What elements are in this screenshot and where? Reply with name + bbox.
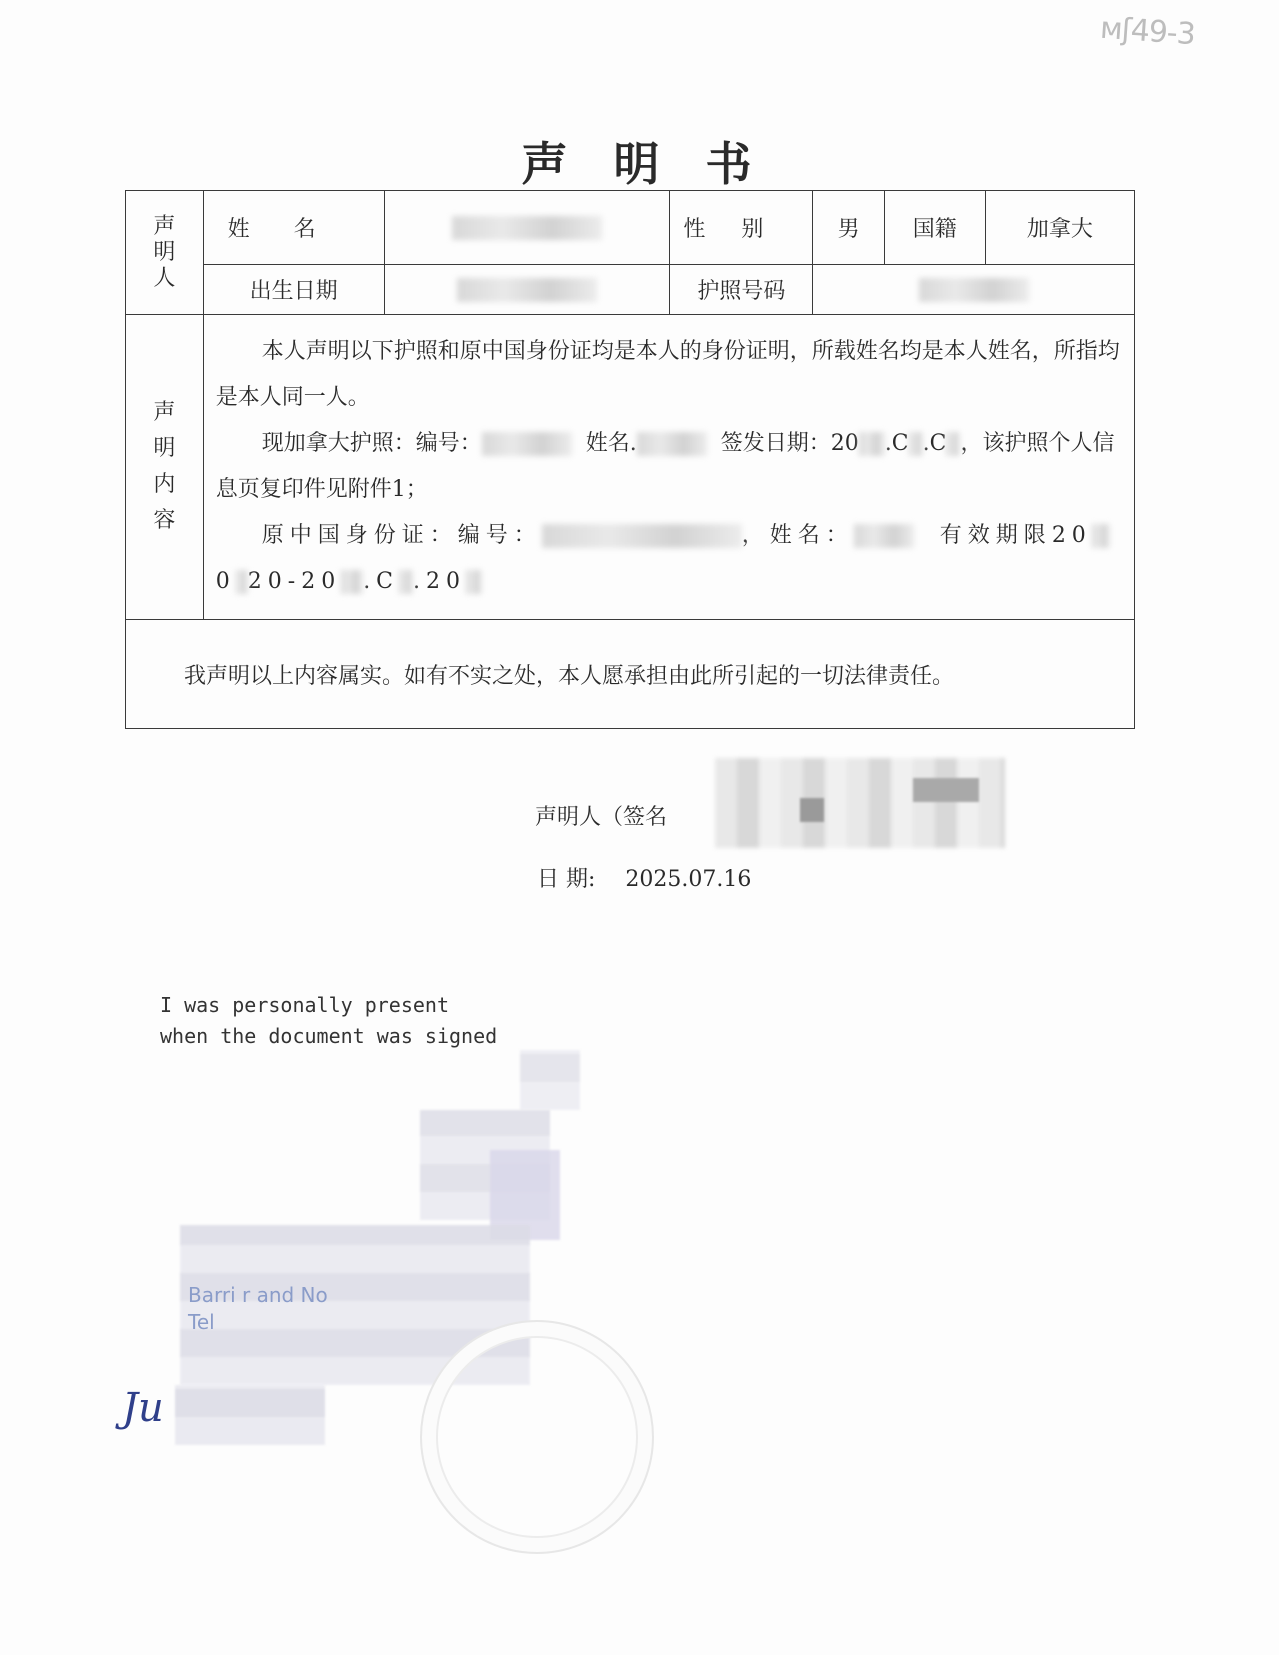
redacted-passport-no [482,432,572,456]
date-label: 日 期: [537,867,596,892]
passport-number-value [813,265,1135,315]
date-value: 2025.07.16 [625,867,752,892]
notary-stamp-text-2: Tel [188,1310,215,1334]
redacted-id-name [854,524,914,548]
birth-value [384,265,670,315]
passport-number-label: 护照号码 [670,265,813,315]
notary-statement: I was personally present when the document was signed [160,993,498,1048]
redacted-passport-number [919,278,1029,302]
nationality-value: 加拿大 [985,191,1134,265]
embossed-seal [420,1320,654,1554]
redacted-signature-mark [800,798,824,822]
declaration-content [203,315,1134,620]
document-title: 声明书 [521,137,798,191]
declarant-label: 声 明 人 [153,213,176,291]
redacted-issue-date [859,432,885,456]
redacted-notary-signature-1 [520,1050,580,1110]
redacted-issue-date-2 [909,432,923,456]
redacted-passport-name [637,432,707,456]
content-label: 声 明 内 容 [153,400,176,533]
redacted-handwritten-signature [175,1385,325,1445]
redacted-validity-4 [399,570,413,594]
birth-label: 出生日期 [203,265,384,315]
corner-annotation: мʃ49-3 [1098,10,1196,53]
signature-label: 声明人（签名 [535,805,668,830]
redacted-validity-3 [341,570,363,594]
declaration-table [125,190,1135,729]
content-paragraph-1: 本人声明以下护照和原中国身份证均是本人的身份证明，所载姓名均是本人姓名，所指均是本人同一人。 [215,339,1120,410]
content-label-cell [126,315,204,620]
redacted-issue-date-3 [946,432,960,456]
declarant-label-cell [126,191,204,315]
nationality-label: 国籍 [884,191,985,265]
redacted-signature [715,758,1005,848]
declaration-statement: 我声明以上内容属实。如有不实之处，本人愿承担由此所引起的一切法律责任。 [126,620,1135,729]
redacted-signature-mark-2 [913,778,979,802]
date-line [537,862,751,893]
redacted-validity-5 [466,570,482,594]
handwritten-signature: Ju [122,1385,164,1431]
redacted-validity-2 [236,570,248,594]
content-paragraph-2: 现加拿大护照：编号： 姓名. 签发日期：20 .C .C ，该护照个人信息页复印件见附件1； [215,431,1115,502]
redacted-validity-1 [1092,524,1110,548]
redacted-id-number [542,524,742,548]
content-paragraph-3: 原中国身份证：编号： ，姓名： 有效期限200 20-20 .C .20 [216,513,1122,605]
redacted-name [452,216,602,240]
gender-value: 男 [813,191,884,265]
name-label: 姓名 [203,191,384,265]
name-value [384,191,670,265]
gender-label: 性别 [670,191,813,265]
notary-stamp-text: Barri r and No [188,1283,328,1307]
redacted-birthdate [457,278,597,302]
